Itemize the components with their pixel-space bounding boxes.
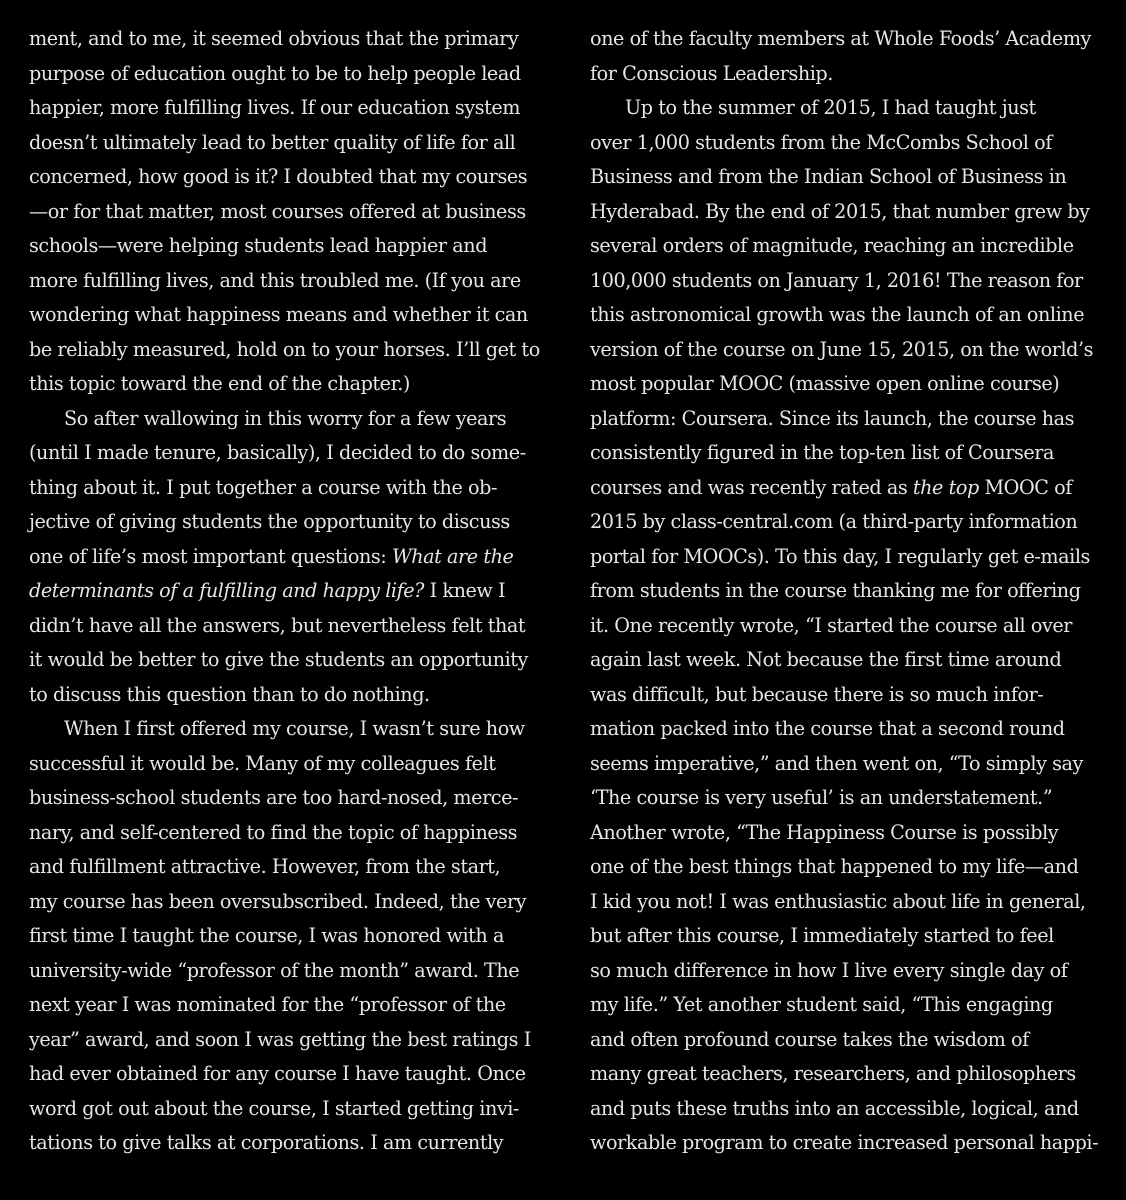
text-line bbox=[29, 333, 549, 368]
text-segment: mation packed into the course that a second round bbox=[590, 717, 1065, 740]
text-line bbox=[29, 954, 549, 989]
text-line bbox=[590, 229, 1110, 264]
text-segment: next year I was nominated for the “professor of the bbox=[29, 993, 506, 1016]
text-line bbox=[29, 850, 549, 885]
text-segment: nary, and self-centered to find the topic of happiness bbox=[29, 820, 518, 844]
text-segment: consistently figured in the top-ten list of Coursera bbox=[590, 441, 1055, 464]
text-line bbox=[590, 1057, 1110, 1092]
text-segment: So after wallowing in this worry for a few years bbox=[64, 406, 507, 430]
text-segment: thing about it. I put together a course with the ob- bbox=[29, 475, 497, 499]
italic-text-segment: What are the bbox=[391, 544, 514, 568]
text-line bbox=[29, 747, 549, 782]
text-segment: my life.” Yet another student said, “This engaging bbox=[590, 993, 1053, 1016]
text-line bbox=[29, 160, 549, 195]
text-segment: one of the faculty members at Whole Foods’ Academy bbox=[590, 27, 1091, 50]
text-segment: successful it would be. Many of my colleagues felt bbox=[29, 751, 496, 775]
text-segment: Hyderabad. By the end of 2015, that number grew by bbox=[590, 199, 1090, 223]
text-segment: didn’t have all the answers, but nevertheless felt that bbox=[29, 613, 526, 637]
text-segment: so much difference in how I live every single day of bbox=[590, 958, 1068, 982]
text-segment: I kid you not! I was enthusiastic about life in general, bbox=[590, 889, 1086, 913]
text-line bbox=[590, 919, 1110, 954]
text-segment: and often profound course takes the wisdom of bbox=[590, 1027, 1029, 1051]
text-line bbox=[29, 919, 549, 954]
text-line bbox=[29, 436, 549, 471]
text-line bbox=[29, 402, 549, 437]
right-text-column bbox=[590, 22, 1110, 1161]
italic-text-segment: the top bbox=[912, 475, 979, 499]
text-segment: my course has been oversubscribed. Indeed, the very bbox=[29, 889, 527, 913]
text-segment: and fulfillment attractive. However, from the start, bbox=[29, 855, 501, 878]
text-segment: Business and from the Indian School of Business in bbox=[590, 165, 1067, 188]
text-line bbox=[590, 91, 1110, 126]
text-line bbox=[590, 436, 1110, 471]
text-segment: be reliably measured, hold on to your horses. I’ll get to bbox=[29, 337, 540, 361]
text-line bbox=[590, 954, 1110, 989]
text-segment: one of the best things that happened to my life—and bbox=[590, 855, 1079, 878]
text-line bbox=[590, 22, 1110, 57]
text-segment: ment, and to me, it seemed obvious that the primary bbox=[29, 27, 519, 50]
text-line bbox=[590, 471, 1110, 506]
text-line bbox=[29, 574, 549, 609]
text-line bbox=[29, 678, 549, 713]
text-line bbox=[29, 609, 549, 644]
text-segment: for Conscious Leadership. bbox=[590, 61, 833, 85]
text-line bbox=[29, 126, 549, 161]
text-segment: most popular MOOC (massive open online course) bbox=[590, 372, 1060, 395]
text-segment: was difficult, but because there is so much infor- bbox=[590, 682, 1044, 706]
text-segment: Up to the summer of 2015, I had taught just bbox=[625, 96, 1036, 119]
text-segment: When I first offered my course, I wasn’t sure how bbox=[64, 717, 525, 740]
text-segment: many great teachers, researchers, and philosophers bbox=[590, 1062, 1076, 1085]
text-line bbox=[590, 609, 1110, 644]
text-segment: university-wide “professor of the month” award. The bbox=[29, 958, 520, 982]
text-segment: wondering what happiness means and whether it can bbox=[29, 303, 528, 326]
text-segment: —or for that matter, most courses offered at business bbox=[29, 199, 526, 223]
text-segment: but after this course, I immediately started to feel bbox=[590, 924, 1054, 947]
text-line bbox=[590, 540, 1110, 575]
text-segment: I knew I bbox=[424, 579, 506, 602]
text-segment: concerned, how good is it? I doubted that my courses bbox=[29, 165, 528, 188]
text-line bbox=[29, 91, 549, 126]
text-segment: platform: Coursera. Since its launch, the course has bbox=[590, 406, 1075, 430]
text-segment: this astronomical growth was the launch of an online bbox=[590, 303, 1085, 326]
text-segment: MOOC of bbox=[978, 475, 1072, 499]
text-line bbox=[29, 1057, 549, 1092]
text-line bbox=[29, 988, 549, 1023]
text-segment: and puts these truths into an accessible, logical, and bbox=[590, 1096, 1079, 1120]
text-segment: ‘The course is very useful’ is an understatement.” bbox=[590, 786, 1053, 809]
text-segment: schools—were helping students lead happier and bbox=[29, 234, 488, 257]
text-segment: over 1,000 students from the McCombs School of bbox=[590, 130, 1052, 154]
text-line bbox=[590, 298, 1110, 333]
text-segment: courses and was recently rated as bbox=[590, 475, 913, 499]
text-line bbox=[29, 22, 549, 57]
text-line bbox=[590, 264, 1110, 299]
text-line bbox=[590, 747, 1110, 782]
text-line bbox=[590, 816, 1110, 851]
text-line bbox=[29, 1023, 549, 1058]
text-segment: Another wrote, “The Happiness Course is possibly bbox=[590, 820, 1059, 844]
text-segment: this topic toward the end of the chapter.) bbox=[29, 372, 410, 395]
text-segment: year” award, and soon I was getting the best ratings I bbox=[29, 1027, 531, 1051]
text-segment: tations to give talks at corporations. I am currently bbox=[29, 1131, 504, 1154]
text-segment: word got out about the course, I started getting invi- bbox=[29, 1096, 519, 1120]
text-line bbox=[590, 195, 1110, 230]
text-segment: first time I taught the course, I was honored with a bbox=[29, 924, 504, 947]
text-segment: more fulfilling lives, and this troubled me. (If you are bbox=[29, 268, 521, 292]
text-segment: one of life’s most important questions: bbox=[29, 544, 392, 568]
text-segment: several orders of magnitude, reaching an incredible bbox=[590, 234, 1074, 257]
text-line bbox=[590, 712, 1110, 747]
text-line bbox=[590, 781, 1110, 816]
text-line bbox=[29, 816, 549, 851]
text-line bbox=[590, 885, 1110, 920]
text-line bbox=[29, 540, 549, 575]
text-segment: 2015 by class-central.com (a third-party information bbox=[590, 510, 1078, 533]
text-line bbox=[29, 1126, 549, 1161]
text-line bbox=[29, 781, 549, 816]
text-segment: again last week. Not because the first time around bbox=[590, 648, 1062, 671]
text-segment: portal for MOOCs). To this day, I regularly get e-mails bbox=[590, 544, 1090, 568]
text-segment: 100,000 students on January 1, 2016! The reason for bbox=[590, 268, 1083, 292]
text-line bbox=[29, 1092, 549, 1127]
left-text-column bbox=[29, 22, 549, 1161]
text-line bbox=[29, 505, 549, 540]
text-line bbox=[29, 229, 549, 264]
text-line bbox=[590, 1023, 1110, 1058]
text-line bbox=[590, 1126, 1110, 1161]
text-line bbox=[590, 402, 1110, 437]
text-line bbox=[590, 678, 1110, 713]
text-line bbox=[29, 885, 549, 920]
text-line bbox=[29, 57, 549, 92]
text-line bbox=[590, 126, 1110, 161]
text-segment: happier, more fulfilling lives. If our education system bbox=[29, 96, 521, 119]
text-segment: business-school students are too hard-nosed, merce- bbox=[29, 786, 519, 809]
text-segment: doesn’t ultimately lead to better quality of life for all bbox=[29, 130, 516, 154]
text-segment: purpose of education ought to be to help people lead bbox=[29, 61, 521, 85]
text-line bbox=[29, 264, 549, 299]
text-segment: it would be better to give the students an opportunity bbox=[29, 648, 528, 671]
text-line bbox=[29, 712, 549, 747]
text-line bbox=[590, 850, 1110, 885]
text-segment: version of the course on June 15, 2015, on the world’s bbox=[590, 337, 1094, 361]
text-line bbox=[590, 1092, 1110, 1127]
text-segment: it. One recently wrote, “I started the course all over bbox=[590, 613, 1072, 637]
text-line bbox=[29, 298, 549, 333]
italic-text-segment: determinants of a fulfilling and happy life? bbox=[29, 579, 424, 602]
text-line bbox=[590, 988, 1110, 1023]
text-line bbox=[29, 471, 549, 506]
text-line bbox=[590, 643, 1110, 678]
text-segment: had ever obtained for any course I have taught. Once bbox=[29, 1062, 526, 1085]
text-segment: to discuss this question than to do nothing. bbox=[29, 682, 430, 706]
text-line bbox=[590, 574, 1110, 609]
text-segment: workable program to create increased personal happi- bbox=[590, 1131, 1099, 1154]
text-segment: seems imperative,” and then went on, “To simply say bbox=[590, 751, 1083, 775]
text-segment: (until I made tenure, basically), I decided to do some- bbox=[29, 441, 526, 464]
text-line bbox=[590, 57, 1110, 92]
text-line bbox=[590, 160, 1110, 195]
text-line bbox=[29, 643, 549, 678]
text-line bbox=[590, 367, 1110, 402]
text-line bbox=[29, 367, 549, 402]
text-segment: from students in the course thanking me for offering bbox=[590, 579, 1081, 602]
text-line bbox=[590, 333, 1110, 368]
text-line bbox=[590, 505, 1110, 540]
text-segment: jective of giving students the opportunity to discuss bbox=[29, 510, 510, 533]
text-line bbox=[29, 195, 549, 230]
